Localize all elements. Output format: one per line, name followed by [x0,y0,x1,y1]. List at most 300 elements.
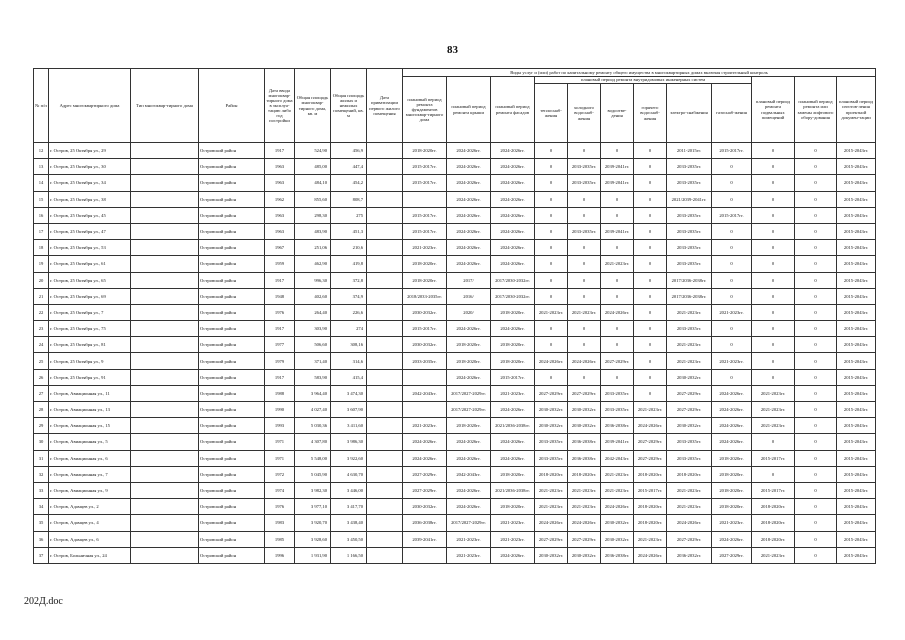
table-row [34,191,876,207]
row-first-privatization [367,175,403,191]
row-cold-water: 2021-2023гг. [568,499,601,515]
row-elevator: 0 [795,240,837,256]
row-basement: 0 [752,240,795,256]
table-row [34,531,876,547]
table-row [34,499,876,515]
row-total-area: 462,90 [295,256,331,272]
row-hot-water: 2024-2026гг. [634,547,667,563]
row-sewer: 0 [601,143,634,159]
row-living-area: 808,7 [331,191,367,207]
col-heat: теплоснаб-жения [535,84,568,143]
row-gas: 0 [712,223,752,239]
row-foundation [403,191,447,207]
row-roof: 2024-2026гг. [447,256,491,272]
row-heat: 0 [535,337,568,353]
row-roof: 2018-2020гг. [447,353,491,369]
row-basement: 0 [752,304,795,320]
row-facade: 2024-2026гг. [491,191,535,207]
row-total-area: 298,30 [295,207,331,223]
row-electricity: 2027-2029гг. [667,402,712,418]
row-year: 1993 [265,418,295,434]
row-elevator: 0 [795,288,837,304]
row-design-docs: 2015-2043гг. [837,321,876,337]
row-sewer: 2027-2029гг. [601,353,634,369]
row-roof: 2018-2020гг. [447,337,491,353]
row-cold-water: 0 [568,143,601,159]
row-design-docs: 2015-2043гг. [837,143,876,159]
col-facade: плановый период ремонта фасадов [491,77,535,143]
row-heat: 0 [535,207,568,223]
row-elevator: 0 [795,385,837,401]
row-roof: 2017/2027-2029гг. [447,515,491,531]
row-address: г. Остров, Больничная ул., 24 [49,547,131,563]
row-heat: 2030-2032гг. [535,402,568,418]
row-living-area: 226,6 [331,304,367,320]
row-electricity: 2036-2032гг. [667,547,712,563]
row-district: Островский район [199,385,265,401]
table-row [34,418,876,434]
row-basement: 0 [752,143,795,159]
row-facade: 2024-2026гг. [491,256,535,272]
row-sewer: 2039-2041гг. [601,223,634,239]
row-heat: 0 [535,175,568,191]
row-cold-water: 0 [568,240,601,256]
row-year: 1996 [265,547,295,563]
row-electricity: 2027-2029гг. [667,385,712,401]
row-number: 16 [34,207,49,223]
row-elevator: 0 [795,337,837,353]
table-header [34,69,876,143]
row-hot-water: 0 [634,191,667,207]
row-sewer: 2024-2026гг. [601,304,634,320]
row-type [131,547,199,563]
row-number: 17 [34,223,49,239]
row-design-docs: 2015-2043гг. [837,418,876,434]
row-gas: 2018-2020гг. [712,482,752,498]
row-gas: 2018-2020гг. [712,499,752,515]
table-row [34,272,876,288]
row-roof: 2024-2026гг. [447,240,491,256]
row-total-area: 524,90 [295,143,331,159]
row-foundation: 2018-2020гг. [403,272,447,288]
row-total-area: 3 977,10 [295,499,331,515]
row-foundation: 2021-2023гг. [403,240,447,256]
row-elevator: 0 [795,418,837,434]
row-district: Островский район [199,434,265,450]
row-basement: 0 [752,223,795,239]
row-number: 18 [34,240,49,256]
row-electricity: 2021-2023гг. [667,304,712,320]
table-body [34,143,876,564]
row-facade: 2018-2020гг. [491,499,535,515]
table-row [34,223,876,239]
row-district: Островский район [199,531,265,547]
row-hot-water: 0 [634,385,667,401]
row-design-docs: 2015-2043гг. [837,402,876,418]
row-elevator: 0 [795,143,837,159]
row-heat: 0 [535,256,568,272]
row-basement: 2021-2023гг. [752,402,795,418]
row-facade: 2018-2020гг. [491,353,535,369]
row-heat: 0 [535,240,568,256]
row-electricity: 2033-2035гг. [667,321,712,337]
row-type [131,288,199,304]
row-gas: 2021-2023гг. [712,353,752,369]
row-heat: 2021-2023гг. [535,304,568,320]
row-living-area: 415,4 [331,369,367,385]
row-electricity: 2033-2035гг. [667,175,712,191]
row-type [131,450,199,466]
row-gas: 2027-2029гг. [712,547,752,563]
row-basement: 0 [752,369,795,385]
row-elevator: 0 [795,272,837,288]
row-hot-water: 2027-2029гг. [634,434,667,450]
row-total-area: 3 920,70 [295,515,331,531]
row-electricity: 2021-2023гг. [667,337,712,353]
row-gas: 0 [712,256,752,272]
row-first-privatization [367,272,403,288]
col-first-privatization: Дата приватизации первого жилого помещения [367,69,403,143]
row-year: 1962 [265,191,295,207]
row-year: 1974 [265,482,295,498]
row-first-privatization [367,304,403,320]
row-roof: 2024-2026гг. [447,143,491,159]
row-gas: 0 [712,175,752,191]
row-electricity: 2021-2023гг. [667,353,712,369]
table-row [34,450,876,466]
row-sewer: 0 [601,240,634,256]
row-elevator: 0 [795,499,837,515]
col-address: Адрес многоквартирного дома [49,69,131,143]
row-district: Островский район [199,353,265,369]
row-roof: 2024-2026гг. [447,207,491,223]
row-design-docs: 2015-2043гг. [837,337,876,353]
row-cold-water: 2024-2026гг. [568,515,601,531]
table-row [34,240,876,256]
row-living-area: 314,6 [331,353,367,369]
row-foundation: 2018/2033-2035гг. [403,288,447,304]
row-basement: 0 [752,175,795,191]
row-foundation: 2039-2041гг. [403,531,447,547]
row-district: Островский район [199,175,265,191]
row-district: Островский район [199,515,265,531]
table-row [34,337,876,353]
table-row [34,547,876,563]
row-design-docs: 2015-2043гг. [837,272,876,288]
row-living-area: 275 [331,207,367,223]
row-hot-water: 0 [634,143,667,159]
row-year: 1963 [265,223,295,239]
row-address: г. Остров, 25 Октября ул., 91 [49,369,131,385]
row-foundation: 2033-2035гг. [403,353,447,369]
row-heat: 0 [535,288,568,304]
row-address: г. Остров, Авиационная ул., 5 [49,434,131,450]
capital-repair-table [33,68,876,564]
table-row [34,482,876,498]
row-sewer: 0 [601,321,634,337]
row-basement: 0 [752,466,795,482]
row-roof: 2024-2026гг. [447,499,491,515]
col-design-docs: плановый период изготов-ления проектной докумен-тации [837,77,876,143]
row-address: г. Остров, Адамцев ул., 6 [49,531,131,547]
row-gas: 2021-2023гг. [712,515,752,531]
row-heat: 2027-2029гг. [535,531,568,547]
col-electricity: электро-снабжения [667,84,712,143]
col-sewer: водоотве-дения [601,84,634,143]
table-row [34,353,876,369]
row-first-privatization [367,207,403,223]
row-hot-water: 2018-2020гг. [634,499,667,515]
row-hot-water: 0 [634,256,667,272]
row-address: г. Остров, 25 Октября ул., 29 [49,143,131,159]
row-year: 1972 [265,466,295,482]
row-design-docs: 2015-2043гг. [837,450,876,466]
row-roof: 2024-2026гг. [447,223,491,239]
row-heat: 2024-2026гг. [535,353,568,369]
row-facade: 2024-2026гг. [491,434,535,450]
row-total-area: 5 030,36 [295,418,331,434]
row-design-docs: 2015-2043гг. [837,256,876,272]
row-facade: 2021-2023гг. [491,531,535,547]
row-number: 34 [34,499,49,515]
row-sewer: 2039-2041гг. [601,175,634,191]
row-total-area: 506,60 [295,337,331,353]
row-sewer: 2030-2032гг. [601,515,634,531]
row-facade: 2021-2023гг. [491,515,535,531]
row-electricity: 2030-2032гг. [667,418,712,434]
row-electricity: 2030-2032гг. [667,369,712,385]
row-address: г. Остров, Авиационная ул., 6 [49,450,131,466]
row-hot-water: 0 [634,288,667,304]
row-elevator: 0 [795,304,837,320]
col-hot-water: горячего водоснаб-жения [634,84,667,143]
row-elevator: 0 [795,482,837,498]
row-roof: 2024-2026гг. [447,191,491,207]
row-number: 35 [34,515,49,531]
row-type [131,256,199,272]
row-electricity: 2017/2036-2038гг. [667,288,712,304]
row-living-area: 447,4 [331,159,367,175]
row-hot-water: 0 [634,304,667,320]
row-foundation: 2015-2017гг. [403,207,447,223]
row-cold-water: 2033-2035гг. [568,175,601,191]
row-first-privatization [367,223,403,239]
row-first-privatization [367,159,403,175]
row-heat: 2030-2032гг. [535,547,568,563]
row-sewer: 2036-2038гг. [601,418,634,434]
row-living-area: 3 417,70 [331,499,367,515]
row-hot-water: 0 [634,240,667,256]
row-total-area: 251,06 [295,240,331,256]
row-sewer: 2033-2035гг. [601,385,634,401]
row-type [131,207,199,223]
row-electricity: 2021-2023гг. [667,499,712,515]
row-district: Островский район [199,288,265,304]
col-n: № п/п [34,69,49,143]
row-elevator: 0 [795,223,837,239]
row-basement: 0 [752,207,795,223]
col-district: Район [199,69,265,143]
row-gas: 0 [712,240,752,256]
row-heat: 2033-2035гг. [535,434,568,450]
row-total-area: 996,30 [295,272,331,288]
row-total-area: 5 548,00 [295,450,331,466]
row-first-privatization [367,499,403,515]
row-district: Островский район [199,304,265,320]
row-hot-water: 0 [634,159,667,175]
row-address: г. Остров, Адамцев ул., 2 [49,499,131,515]
row-district: Островский район [199,191,265,207]
row-foundation: 2027-2029гг. [403,466,447,482]
row-cold-water: 0 [568,207,601,223]
row-hot-water: 2018-2020гг. [634,515,667,531]
row-basement: 2015-2017гг. [752,450,795,466]
row-design-docs: 2015-2043гг. [837,482,876,498]
row-heat: 2033-2035гг. [535,450,568,466]
row-heat: 0 [535,223,568,239]
row-type [131,337,199,353]
row-total-area: 3 964,40 [295,385,331,401]
row-foundation: 2018-2020гг. [403,143,447,159]
row-total-area: 4 307,80 [295,434,331,450]
row-cold-water: 2036-2038гг. [568,434,601,450]
row-number: 15 [34,191,49,207]
row-type [131,240,199,256]
row-cold-water: 2018-2020гг. [568,466,601,482]
col-year: Дата ввода многоквар-тирного дома в эксплуа-тацию либо год постройки [265,69,295,143]
row-gas: 0 [712,159,752,175]
row-district: Островский район [199,321,265,337]
row-foundation: 2015-2017гг. [403,321,447,337]
row-foundation: 2015-2017гг. [403,175,447,191]
row-foundation: 2030-2032гг. [403,499,447,515]
row-sewer: 0 [601,207,634,223]
row-sewer: 2036-2038гг. [601,547,634,563]
row-foundation: 2042-2043гг. [403,385,447,401]
row-sewer: 2042-2043гг. [601,450,634,466]
row-sewer: 2030-2032гг. [601,531,634,547]
row-cold-water: 0 [568,321,601,337]
row-elevator: 0 [795,531,837,547]
row-hot-water: 2021-2023гг. [634,531,667,547]
row-district: Островский район [199,256,265,272]
col-type: Тип многоквар-тирного дома [131,69,199,143]
row-type [131,434,199,450]
row-design-docs: 2015-2043гг. [837,353,876,369]
col-total-area: Общая площадь многоквар-тирного дома, кв. м [295,69,331,143]
row-gas: 2015-2017гг. [712,143,752,159]
row-electricity: 2021-2023гг. [667,482,712,498]
row-district: Островский район [199,272,265,288]
row-heat: 0 [535,321,568,337]
row-facade: 2024-2026гг. [491,547,535,563]
row-basement: 2021-2023гг. [752,547,795,563]
row-first-privatization [367,353,403,369]
row-first-privatization [367,434,403,450]
row-address: г. Остров, 25 Октября ул., 9 [49,353,131,369]
row-electricity: 2033-2035гг. [667,450,712,466]
row-design-docs: 2015-2043гг. [837,240,876,256]
row-district: Островский район [199,143,265,159]
row-year: 1976 [265,499,295,515]
row-district: Островский район [199,418,265,434]
row-facade: 2018-2020гг. [491,337,535,353]
row-first-privatization [367,369,403,385]
row-first-privatization [367,466,403,482]
row-total-area: 402,60 [295,288,331,304]
row-gas: 2021-2023гг. [712,304,752,320]
row-facade: 2015-2017гг. [491,369,535,385]
row-type [131,531,199,547]
col-gas: газоснаб-жения [712,84,752,143]
row-electricity: 2033-2035гг. [667,256,712,272]
row-gas: 0 [712,288,752,304]
row-district: Островский район [199,402,265,418]
document-filename: 202Д.doc [24,596,63,607]
row-sewer: 2039-2041гг. [601,159,634,175]
row-number: 19 [34,256,49,272]
row-sewer: 2024-2026гг. [601,499,634,515]
row-year: 1977 [265,337,295,353]
row-elevator: 0 [795,175,837,191]
row-address: г. Остров, 25 Октября ул., 65 [49,272,131,288]
row-roof: 2024-2026гг. [447,159,491,175]
row-cold-water: 0 [568,191,601,207]
row-roof: 2024-2026гг. [447,321,491,337]
row-sewer: 0 [601,369,634,385]
table-row [34,207,876,223]
row-year: 1983 [265,515,295,531]
row-year: 1963 [265,175,295,191]
row-roof: 2024-2026гг. [447,482,491,498]
row-year: 1917 [265,143,295,159]
row-elevator: 0 [795,207,837,223]
row-heat: 2027-2029гг. [535,385,568,401]
row-gas: 0 [712,321,752,337]
row-cold-water: 2024-2026гг. [568,353,601,369]
row-electricity: 2021/2039-2041гг. [667,191,712,207]
row-sewer: 0 [601,288,634,304]
col-engineering-title: плановый период ремонта внутридомовых инженерных систем [535,77,752,84]
row-design-docs: 2015-2043гг. [837,434,876,450]
row-total-area: 4 027,40 [295,402,331,418]
row-cold-water: 0 [568,288,601,304]
row-total-area: 855,60 [295,191,331,207]
row-cold-water: 2027-2029гг. [568,531,601,547]
row-gas: 0 [712,337,752,353]
row-year: 1959 [265,256,295,272]
row-basement: 0 [752,321,795,337]
table-row [34,385,876,401]
row-elevator: 0 [795,434,837,450]
row-design-docs: 2015-2043гг. [837,159,876,175]
row-cold-water: 0 [568,369,601,385]
row-address: г. Остров, 25 Октября ул., 47 [49,223,131,239]
row-roof: 2018-2020гг. [447,418,491,434]
row-foundation: 2024-2026гг. [403,434,447,450]
row-roof: 2017/2027-2029гг. [447,385,491,401]
row-type [131,159,199,175]
row-year: 1967 [265,240,295,256]
row-electricity: 2033-2035гг. [667,223,712,239]
row-elevator: 0 [795,256,837,272]
row-cold-water: 2033-2035гг. [568,223,601,239]
row-design-docs: 2015-2043гг. [837,515,876,531]
row-year: 1917 [265,369,295,385]
row-district: Островский район [199,337,265,353]
row-year: 1917 [265,272,295,288]
table-row [34,159,876,175]
